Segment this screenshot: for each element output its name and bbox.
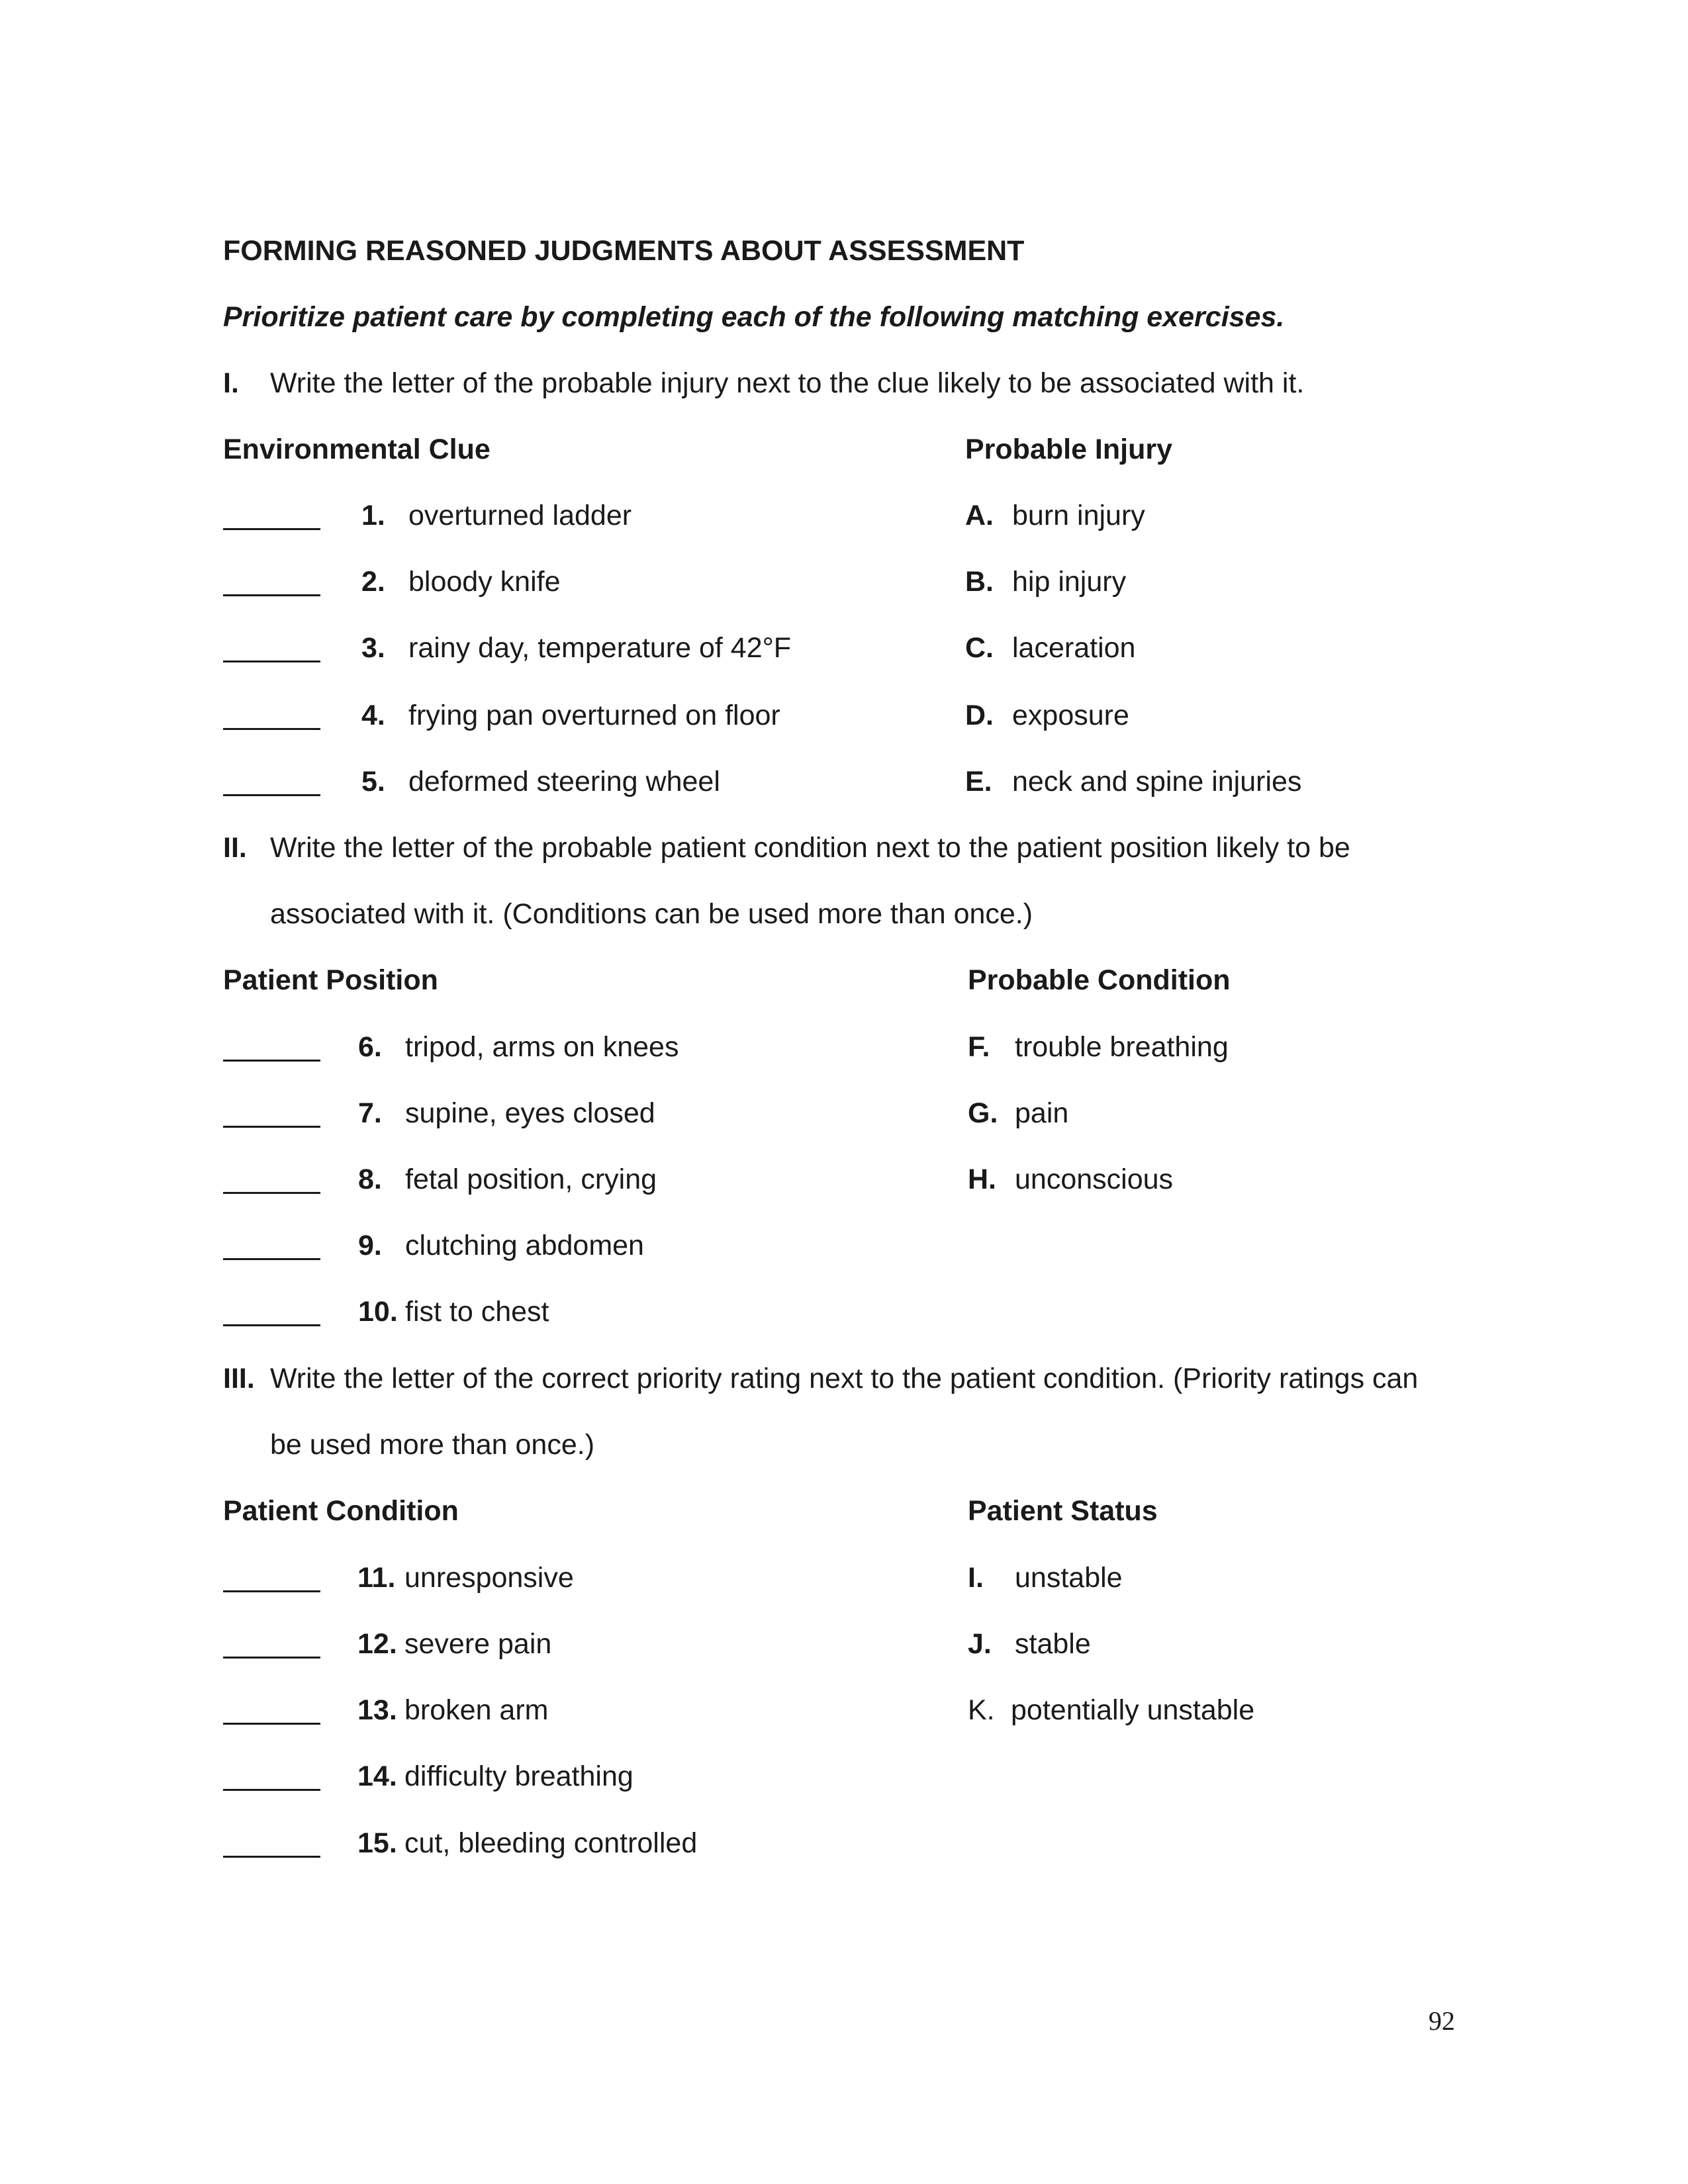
item-13-text: broken arm	[404, 1694, 549, 1726]
answer-blank-12[interactable]	[223, 1657, 320, 1659]
section-3-instruction-line-1: Write the letter of the correct priority rating next to the patient condition. (Priority ratings can	[270, 1363, 1419, 1394]
item-5-number: 5.	[361, 766, 385, 797]
section-2-left-heading: Patient Position	[223, 964, 438, 996]
item-10-text: fist to chest	[405, 1296, 549, 1328]
option-g-text: pain	[1015, 1097, 1069, 1129]
item-7-number: 7.	[358, 1097, 382, 1129]
option-f-letter: F.	[968, 1031, 990, 1063]
option-d-text: exposure	[1012, 700, 1129, 731]
item-1-text: overturned ladder	[408, 500, 632, 531]
option-g-letter: G.	[968, 1097, 998, 1129]
item-12-number: 12.	[357, 1628, 397, 1660]
option-j-letter: J.	[968, 1628, 992, 1660]
item-11-number: 11.	[357, 1562, 396, 1594]
answer-blank-13[interactable]	[223, 1723, 320, 1725]
item-1-number: 1.	[361, 500, 385, 531]
option-e-text: neck and spine injuries	[1012, 766, 1302, 797]
option-c-text: laceration	[1012, 632, 1136, 664]
item-9-text: clutching abdomen	[405, 1230, 644, 1261]
item-7-text: supine, eyes closed	[405, 1097, 655, 1129]
option-h-text: unconscious	[1015, 1163, 1174, 1195]
answer-blank-3[interactable]	[223, 660, 320, 662]
option-b-letter: B.	[965, 566, 994, 598]
item-11-text: unresponsive	[404, 1562, 574, 1594]
item-3-number: 3.	[361, 632, 385, 664]
option-i-text: unstable	[1015, 1562, 1123, 1594]
section-1-left-heading: Environmental Clue	[223, 433, 491, 465]
option-h-letter: H.	[968, 1163, 996, 1195]
page-title: FORMING REASONED JUDGMENTS ABOUT ASSESSMENT	[223, 235, 1025, 267]
option-b-text: hip injury	[1012, 566, 1127, 598]
answer-blank-8[interactable]	[223, 1192, 320, 1194]
option-j-text: stable	[1015, 1628, 1091, 1660]
section-2-instruction-line-2: associated with it. (Conditions can be used more than once.)	[270, 898, 1033, 930]
item-5-text: deformed steering wheel	[408, 766, 720, 797]
item-4-text: frying pan overturned on floor	[408, 700, 780, 731]
option-a-text: burn injury	[1012, 500, 1145, 531]
item-12-text: severe pain	[404, 1628, 552, 1660]
answer-blank-14[interactable]	[223, 1789, 320, 1791]
option-k-text: potentially unstable	[1011, 1694, 1255, 1726]
instructions: Prioritize patient care by completing each of the following matching exercises.	[223, 301, 1285, 333]
answer-blank-2[interactable]	[223, 594, 320, 596]
option-d-letter: D.	[965, 700, 994, 731]
item-8-text: fetal position, crying	[405, 1163, 657, 1195]
answer-blank-15[interactable]	[223, 1856, 320, 1858]
answer-blank-4[interactable]	[223, 728, 320, 730]
item-6-number: 6.	[358, 1031, 382, 1063]
item-15-text: cut, bleeding controlled	[404, 1827, 698, 1859]
item-2-number: 2.	[361, 566, 385, 598]
item-8-number: 8.	[358, 1163, 382, 1195]
option-k-letter: K.	[968, 1694, 995, 1726]
option-e-letter: E.	[965, 766, 992, 797]
section-1-numeral: I.	[223, 367, 239, 399]
section-2-numeral: II.	[223, 832, 247, 864]
section-3-right-heading: Patient Status	[968, 1495, 1158, 1527]
answer-blank-6[interactable]	[223, 1060, 320, 1062]
option-f-text: trouble breathing	[1015, 1031, 1229, 1063]
answer-blank-5[interactable]	[223, 794, 320, 796]
section-2-instruction-line-1: Write the letter of the probable patient condition next to the patient position likely to be	[270, 832, 1350, 864]
item-4-number: 4.	[361, 700, 385, 731]
item-2-text: bloody knife	[408, 566, 561, 598]
item-3-text: rainy day, temperature of 42°F	[408, 632, 792, 664]
answer-blank-10[interactable]	[223, 1324, 320, 1326]
section-3-instruction-line-2: be used more than once.)	[270, 1429, 595, 1461]
answer-blank-7[interactable]	[223, 1126, 320, 1128]
section-3-left-heading: Patient Condition	[223, 1495, 459, 1527]
page-number: 92	[1429, 2006, 1455, 2036]
answer-blank-1[interactable]	[223, 528, 320, 530]
answer-blank-9[interactable]	[223, 1258, 320, 1260]
option-i-letter: I.	[968, 1562, 984, 1594]
item-10-number: 10.	[358, 1296, 398, 1328]
item-9-number: 9.	[358, 1230, 382, 1261]
section-1-right-heading: Probable Injury	[965, 433, 1173, 465]
item-13-number: 13.	[357, 1694, 397, 1726]
section-2-right-heading: Probable Condition	[968, 964, 1231, 996]
answer-blank-11[interactable]	[223, 1590, 320, 1592]
item-14-text: difficulty breathing	[404, 1760, 633, 1792]
section-3-numeral: III.	[223, 1363, 255, 1394]
option-c-letter: C.	[965, 632, 994, 664]
option-a-letter: A.	[965, 500, 994, 531]
item-6-text: tripod, arms on knees	[405, 1031, 679, 1063]
section-1-instruction: Write the letter of the probable injury next to the clue likely to be associated with it.	[270, 367, 1305, 399]
item-14-number: 14.	[357, 1760, 397, 1792]
item-15-number: 15.	[357, 1827, 397, 1859]
